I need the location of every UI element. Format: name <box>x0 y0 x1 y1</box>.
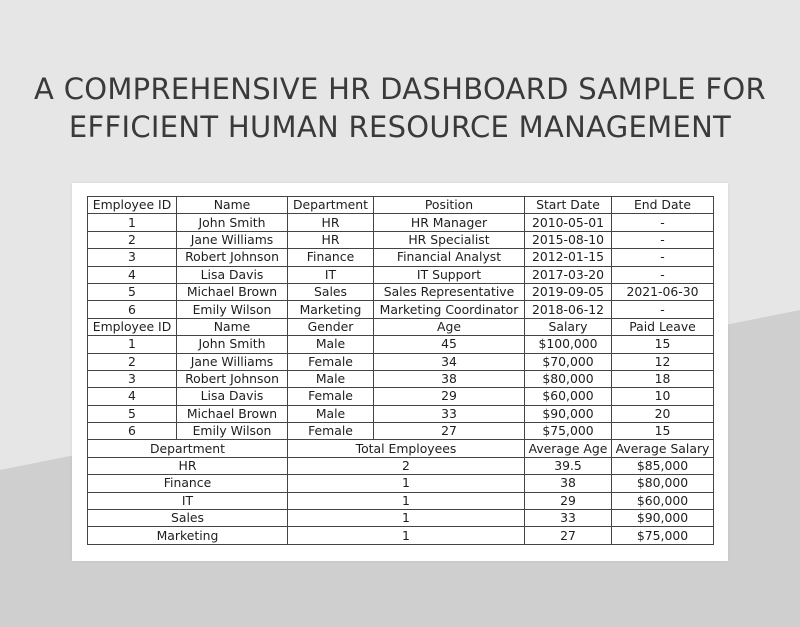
table-cell: Lisa Davis <box>177 266 288 283</box>
employment-header-row <box>88 197 714 214</box>
table-cell: HR <box>88 457 288 474</box>
compensation-row <box>88 405 714 422</box>
table-cell: $85,000 <box>612 457 714 474</box>
table-cell: $70,000 <box>525 353 612 370</box>
table-cell: Jane Williams <box>177 353 288 370</box>
employment-row <box>88 301 714 318</box>
table-cell: 3 <box>88 249 177 266</box>
table-cell: 33 <box>374 405 525 422</box>
table-cell: 2018-06-12 <box>525 301 612 318</box>
table-cell: 5 <box>88 405 177 422</box>
table-cell: Emily Wilson <box>177 301 288 318</box>
page-title <box>0 70 800 146</box>
compensation-row <box>88 353 714 370</box>
table-cell: $100,000 <box>525 336 612 353</box>
header-cell: Employee ID <box>88 318 177 335</box>
hr-data-table <box>87 196 714 545</box>
table-cell: 38 <box>374 370 525 387</box>
table-cell: 10 <box>612 388 714 405</box>
table-cell: 1 <box>288 492 525 509</box>
table-cell: John Smith <box>177 214 288 231</box>
employment-row <box>88 249 714 266</box>
table-cell: - <box>612 214 714 231</box>
table-cell: Robert Johnson <box>177 370 288 387</box>
employment-row <box>88 283 714 300</box>
compensation-row <box>88 370 714 387</box>
table-cell: Female <box>288 423 374 440</box>
table-cell: 1 <box>288 527 525 544</box>
table-cell: 2 <box>288 457 525 474</box>
table-cell: Financial Analyst <box>374 249 525 266</box>
page-title-line-1: A COMPREHENSIVE HR DASHBOARD SAMPLE FOR <box>34 72 766 106</box>
table-cell: 2021-06-30 <box>612 283 714 300</box>
table-cell: Robert Johnson <box>177 249 288 266</box>
table-cell: HR Specialist <box>374 231 525 248</box>
table-cell: 1 <box>88 336 177 353</box>
table-cell: Sales Representative <box>374 283 525 300</box>
header-cell: Gender <box>288 318 374 335</box>
table-cell: 2019-09-05 <box>525 283 612 300</box>
compensation-row <box>88 336 714 353</box>
table-cell: Michael Brown <box>177 283 288 300</box>
table-cell: HR <box>288 231 374 248</box>
table-cell: Male <box>288 405 374 422</box>
table-cell: $80,000 <box>612 475 714 492</box>
department-row <box>88 527 714 544</box>
table-cell: Female <box>288 353 374 370</box>
table-cell: 34 <box>374 353 525 370</box>
header-cell: End Date <box>612 197 714 214</box>
table-cell: 27 <box>525 527 612 544</box>
header-cell: Age <box>374 318 525 335</box>
table-cell: 33 <box>525 510 612 527</box>
table-cell: 45 <box>374 336 525 353</box>
table-cell: Finance <box>288 249 374 266</box>
department-row <box>88 475 714 492</box>
page-title-line-2: EFFICIENT HUMAN RESOURCE MANAGEMENT <box>68 110 732 144</box>
header-cell: Name <box>177 197 288 214</box>
table-cell: $80,000 <box>525 370 612 387</box>
table-cell: - <box>612 301 714 318</box>
table-cell: 3 <box>88 370 177 387</box>
header-cell: Department <box>88 440 288 457</box>
spreadsheet-sheet <box>72 183 728 561</box>
table-cell: - <box>612 231 714 248</box>
table-cell: 5 <box>88 283 177 300</box>
table-cell: 39.5 <box>525 457 612 474</box>
table-cell: Lisa Davis <box>177 388 288 405</box>
table-cell: - <box>612 266 714 283</box>
employment-row <box>88 231 714 248</box>
table-cell: Male <box>288 370 374 387</box>
header-cell: Name <box>177 318 288 335</box>
table-cell: 4 <box>88 388 177 405</box>
table-cell: John Smith <box>177 336 288 353</box>
table-cell: Male <box>288 336 374 353</box>
table-cell: $60,000 <box>612 492 714 509</box>
table-cell: 6 <box>88 301 177 318</box>
table-cell: IT <box>288 266 374 283</box>
header-cell: Total Employees <box>288 440 525 457</box>
compensation-header-row <box>88 318 714 335</box>
table-cell: 2 <box>88 353 177 370</box>
compensation-row <box>88 423 714 440</box>
table-cell: $90,000 <box>525 405 612 422</box>
table-cell: $60,000 <box>525 388 612 405</box>
table-cell: Sales <box>88 510 288 527</box>
table-cell: IT Support <box>374 266 525 283</box>
table-cell: 38 <box>525 475 612 492</box>
table-cell: Female <box>288 388 374 405</box>
table-cell: 1 <box>288 510 525 527</box>
table-cell: $75,000 <box>525 423 612 440</box>
table-cell: 15 <box>612 336 714 353</box>
header-cell: Average Salary <box>612 440 714 457</box>
table-cell: 1 <box>88 214 177 231</box>
table-cell: 2015-08-10 <box>525 231 612 248</box>
table-cell: Jane Williams <box>177 231 288 248</box>
header-cell: Average Age <box>525 440 612 457</box>
table-cell: 2017-03-20 <box>525 266 612 283</box>
department-row <box>88 510 714 527</box>
table-cell: 2012-01-15 <box>525 249 612 266</box>
table-cell: Emily Wilson <box>177 423 288 440</box>
compensation-row <box>88 388 714 405</box>
employment-row <box>88 214 714 231</box>
table-cell: HR Manager <box>374 214 525 231</box>
table-cell: HR <box>288 214 374 231</box>
header-cell: Employee ID <box>88 197 177 214</box>
header-cell: Salary <box>525 318 612 335</box>
table-cell: - <box>612 249 714 266</box>
header-cell: Position <box>374 197 525 214</box>
department-header-row <box>88 440 714 457</box>
table-cell: IT <box>88 492 288 509</box>
table-cell: 12 <box>612 353 714 370</box>
table-cell: $75,000 <box>612 527 714 544</box>
table-cell: 1 <box>288 475 525 492</box>
table-cell: Michael Brown <box>177 405 288 422</box>
table-cell: Marketing <box>288 301 374 318</box>
table-cell: $90,000 <box>612 510 714 527</box>
table-cell: Finance <box>88 475 288 492</box>
department-row <box>88 492 714 509</box>
table-cell: 20 <box>612 405 714 422</box>
header-cell: Paid Leave <box>612 318 714 335</box>
header-cell: Department <box>288 197 374 214</box>
table-cell: 29 <box>525 492 612 509</box>
table-cell: 2010-05-01 <box>525 214 612 231</box>
department-row <box>88 457 714 474</box>
table-cell: 4 <box>88 266 177 283</box>
header-cell: Start Date <box>525 197 612 214</box>
table-cell: 29 <box>374 388 525 405</box>
table-cell: 15 <box>612 423 714 440</box>
table-cell: 18 <box>612 370 714 387</box>
table-cell: Sales <box>288 283 374 300</box>
table-cell: 27 <box>374 423 525 440</box>
employment-row <box>88 266 714 283</box>
table-cell: 2 <box>88 231 177 248</box>
table-cell: Marketing <box>88 527 288 544</box>
table-cell: Marketing Coordinator <box>374 301 525 318</box>
table-cell: 6 <box>88 423 177 440</box>
